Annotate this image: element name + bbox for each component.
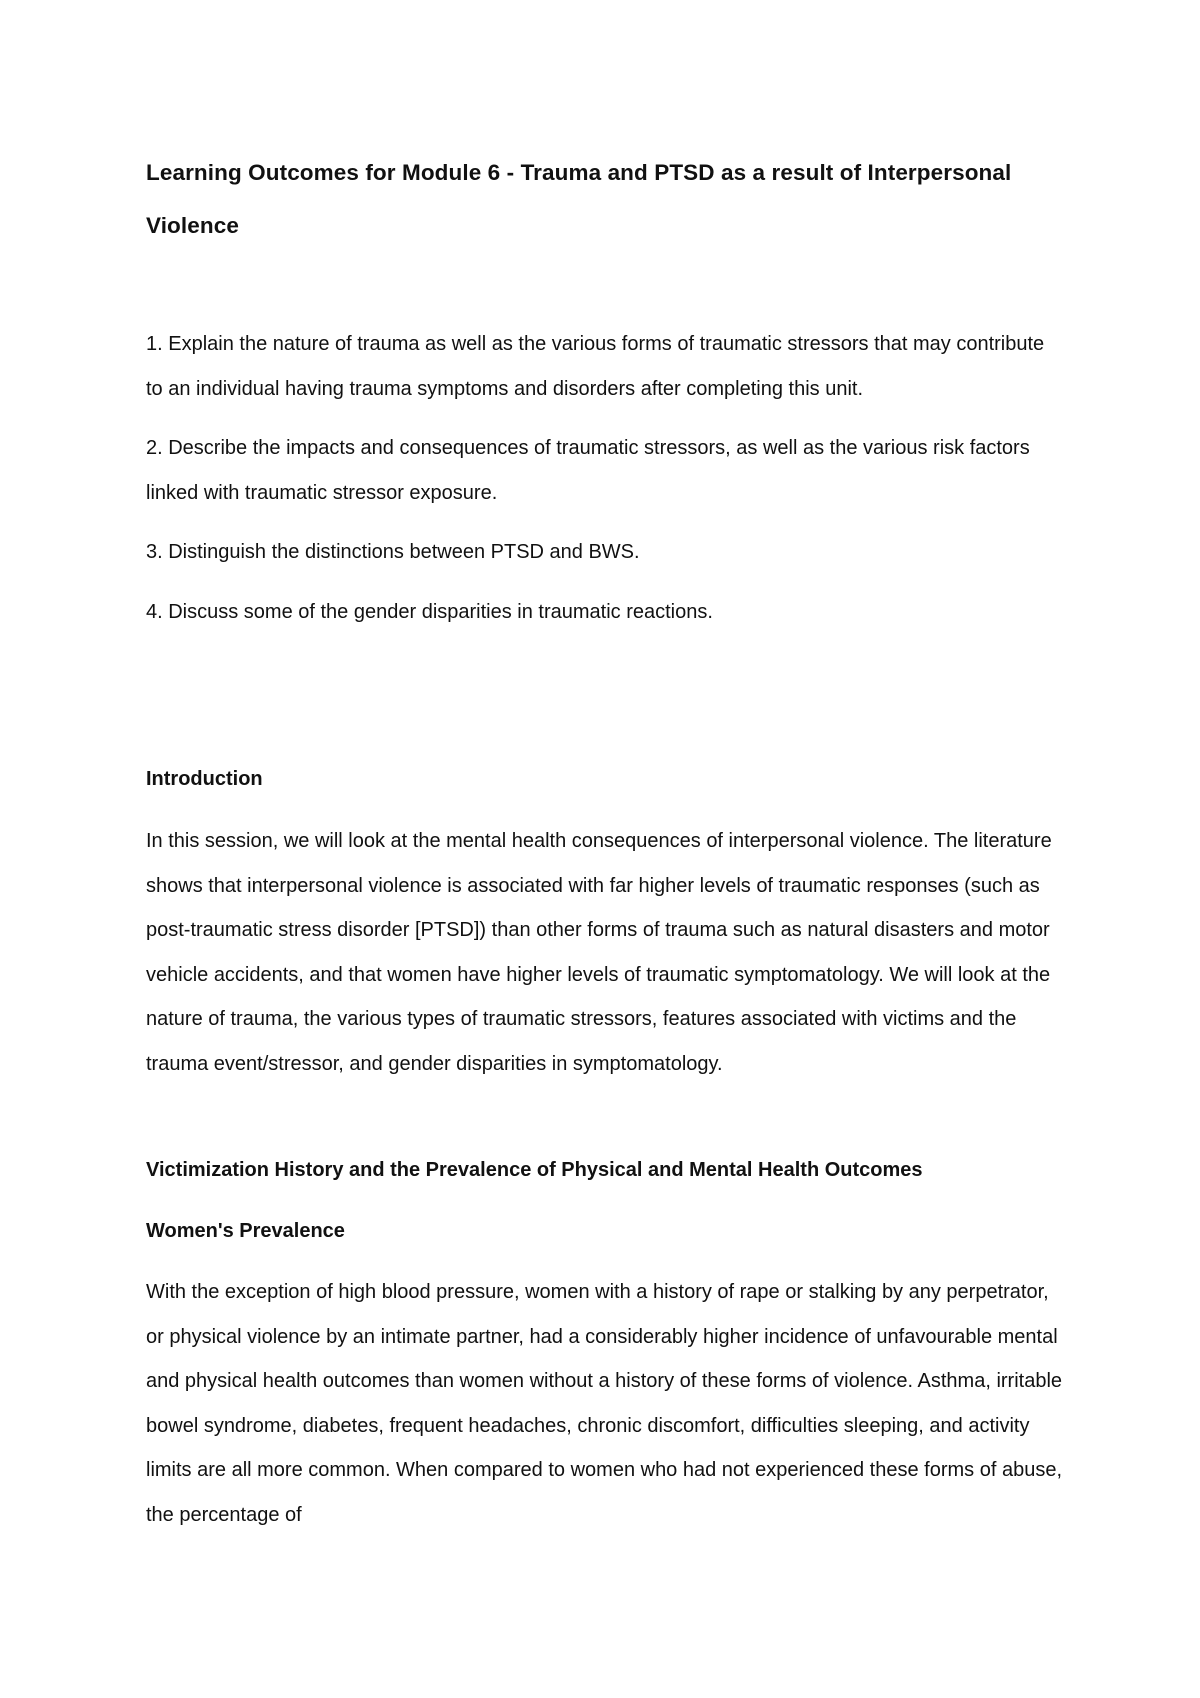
victimization-heading: Victimization History and the Prevalence of Physical and Mental Health Outcomes xyxy=(146,1159,923,1181)
introduction-heading: Introduction xyxy=(146,768,263,790)
learning-outcome-item: 3. Distinguish the distinctions between PTSD and BWS. xyxy=(146,541,640,563)
learning-outcome-item: 1. Explain the nature of trauma as well as the various forms of traumatic stressors that may contribute to an individual having trauma symptoms and disorders after completing this unit. xyxy=(146,333,1045,400)
womens-prevalence-heading: Women's Prevalence xyxy=(146,1220,345,1242)
learning-outcome-item: 2. Describe the impacts and consequences of traumatic stressors, as well as the various risk factors linked with traumatic stressor exposure. xyxy=(146,437,1030,504)
womens-prevalence-paragraph: With the exception of high blood pressure, women with a history of rape or stalking by any perpetrator, or physical violence by an intimate partner, had a considerably higher incidence of unfavourable mental and physical health outcomes than women without a history of these forms of violence. Asthma, irritable bowel syndrome, diabetes, frequent headaches, chronic discomfort, difficulties sleeping, and activity limits are all more common. When compared to women who had not experienced these forms of abuse, the percentage of xyxy=(146,1281,1063,1526)
learning-outcome-item: 4. Discuss some of the gender disparities in traumatic reactions. xyxy=(146,600,713,623)
learning-outcomes-list xyxy=(146,322,1066,649)
document-title: Learning Outcomes for Module 6 - Trauma and PTSD as a result of Interpersonal Violence xyxy=(146,160,1012,238)
introduction-paragraph: In this session, we will look at the mental health consequences of interpersonal violence. The literature shows that interpersonal violence is associated with far higher levels of traumatic responses (such as post-traumatic stress disorder [PTSD]) than other forms of trauma such as natural disasters and motor vehicle accidents, and that women have higher levels of traumatic symptomatology. We will look at the nature of trauma, the various types of traumatic stressors, features associated with victims and the trauma event/stressor, and gender disparities in symptomatology. xyxy=(146,830,1052,1075)
